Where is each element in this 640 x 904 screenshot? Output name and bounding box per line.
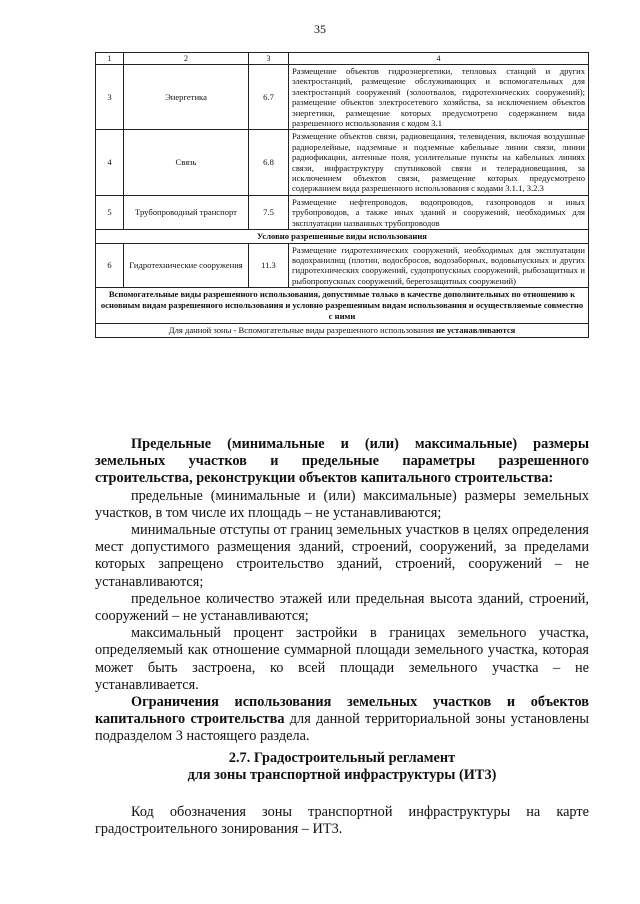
limits-section [95,436,589,746]
auxiliary-note-row [96,324,589,337]
limits-paragraph: предельные (минимальные и (или) максимальные) размеры земельных участков, в том числе их площадь – не устанавливаются; [95,487,589,521]
use-type-code: 6.7 [249,65,289,130]
use-type-description: Размещение нефтепроводов, водопроводов, газопроводов и иных трубопроводов, а также иных зданий и сооружений, необходимых для эксплуатации названных трубопроводов [289,195,589,229]
section-body [95,804,589,838]
header-cell: 2 [124,53,249,65]
table-row [96,65,589,130]
auxiliary-section-title: Вспомогательные виды разрешенного использования, допустимые только в качестве дополнительных по отношению к основным видам разрешенного использования и условно разрешенным видам использования и осуществляемые совместно с ними [96,288,589,324]
limits-paragraph: максимальный процент застройки в границах земельного участка, определяемый как отношение суммарной площади земельного участка, которая может быть застроена, ко всей площади земельного участка – не устанавливается. [95,625,589,693]
land-use-table [95,52,589,338]
row-number: 6 [96,243,124,288]
auxiliary-note-bold: не устанавливаются [436,325,516,336]
use-type-name: Гидротехнические сооружения [124,243,249,288]
section-title-line1: 2.7. Градостроительный регламент [228,750,456,766]
conditional-section-row [96,230,589,243]
table-header-row [96,53,589,65]
use-type-description: Размещение объектов связи, радиовещания, телевидения, включая воздушные радиорелейные, надземные и подземные кабельные линии связи, линии радиофикации, антенные поля, усилительные пункты на кабельных линиях связи, инфраструктуру спутниковой связи и телерадиовещания, за исключением объектов связи, размещение которых предусмотрено содержанием вида разрешенного использования с кодами 3.1.1, 3.2.3 [289,130,589,195]
auxiliary-note [96,324,589,337]
section-paragraph: Код обозначения зоны транспортной инфраструктуры на карте градостроительного зонирования – ИТ3. [95,804,589,838]
section-title-line2: для зоны транспортной инфраструктуры (ИТ3) [187,767,497,784]
use-type-name: Трубопроводный транспорт [124,195,249,229]
restrictions-paragraph [95,694,589,746]
table-row [96,243,589,288]
use-type-code: 7.5 [249,195,289,229]
use-type-description: Размещение объектов гидроэнергетики, тепловых станций и других электростанций, размещение обслуживающих и вспомогательных для электростанций сооружений (золоотвалов, гидротехнических сооружений); размещение объектов электросетевого хозяйства, за исключением объектов энергетики, размещение которых предусмотрено содержанием вида разрешенного использования с кодом 3.1 [289,65,589,130]
row-number: 5 [96,195,124,229]
use-type-name: Связь [124,130,249,195]
section-heading [95,750,589,785]
page-number: 35 [314,22,326,36]
limits-paragraph: предельное количество этажей или предельная высота зданий, строений, сооружений – не устанавливаются; [95,590,589,625]
limits-paragraph: минимальные отступы от границ земельных участков в целях определения мест допустимого размещения зданий, строений, сооружений, за пределами которых запрещено строительство зданий, строений, сооружений – не устанавливаются; [95,522,589,590]
limits-heading: Предельные (минимальные и (или) максимальные) размеры земельных участков и предельные параметры разрешенного строительства, реконструкции объектов капитального строительства: [95,436,589,487]
row-number: 3 [96,65,124,130]
use-type-code: 11.3 [249,243,289,288]
use-type-name: Энергетика [124,65,249,130]
row-number: 4 [96,130,124,195]
table-row [96,195,589,229]
header-cell: 1 [96,53,124,65]
header-cell: 4 [289,53,589,65]
use-type-code: 6.8 [249,130,289,195]
header-cell: 3 [249,53,289,65]
auxiliary-section-row [96,288,589,324]
table-row [96,130,589,195]
restrictions-bold: Ограничения использования земельных участков и объектов капитального строительства [95,694,589,728]
auxiliary-note-prefix: Для данной зоны - Вспомогательные виды разрешенного использования [168,325,435,336]
restrictions-text: для данной территориальной зоны установлены подразделом 3 настоящего раздела. [95,711,589,745]
use-type-description: Размещение гидротехнических сооружений, необходимых для эксплуатации водохранилищ (плотин, водосбросов, водозаборных, водовыпускных и других гидротехнических сооружений, судопропускных сооружений, рыбозащитных и рыбопропускных сооружений, берегозащитных сооружений) [289,243,589,288]
conditional-section-title: Условно разрешенные виды использования [96,230,589,243]
